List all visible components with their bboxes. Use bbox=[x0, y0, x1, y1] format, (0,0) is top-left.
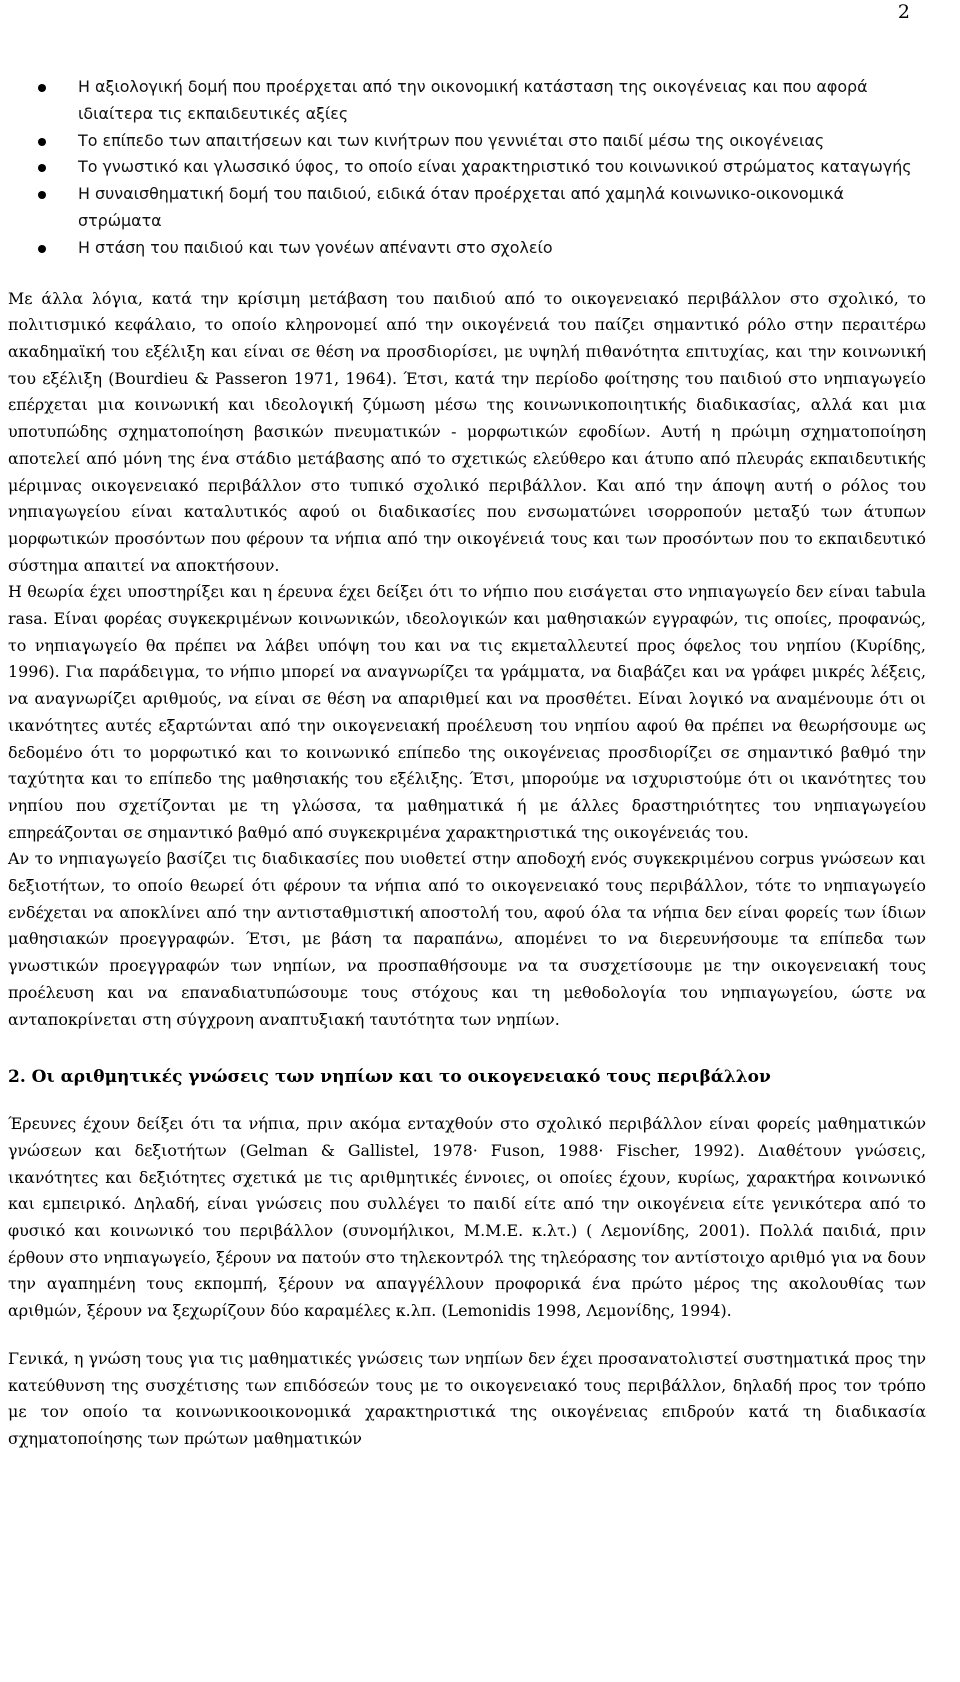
section-2-heading: 2. Οι αριθμητικές γνώσεις των νηπίων και το οικογενειακό τους περιβάλλον bbox=[8, 1067, 771, 1088]
document-body bbox=[0, 74, 960, 1453]
bullet-text: Η αξιολογική δομή που προέρχεται από την οικονομική κατάσταση της οικογένειας και που αφορά ιδιαίτερα τις εκπαιδευτικές αξίες bbox=[78, 77, 868, 123]
section-2-text bbox=[0, 1111, 926, 1452]
bullet-item bbox=[0, 235, 926, 262]
bullet-item bbox=[0, 181, 926, 235]
bullet-text: Η στάση του παιδιού και των γονέων απέναντι στο σχολείο bbox=[78, 237, 553, 257]
paragraph: Έρευνες έχουν δείξει ότι τα νήπια, πριν ακόμα ενταχθούν στο σχολικό περιβάλλον είναι φορείς μαθηματικών γνώσεων και δεξιοτήτων (Gelman & Gallistel, 1978· Fuson, 1988· Fischer, 1992). Διαθέτουν γνώσεις, ικανότητες και δεξιότητες σχετικά με τις αριθμητικές έννοιες, οι οποίες έχουν, κυρίως, χαρακτήρα κοινωνικό και εμπειρικό. Δηλαδή, είναι γνώσεις που συλλέγει το παιδί είτε από την οικογένεια είτε γενικότερα από το φυσικό και κοινωνικό του περιβάλλον (συνομήλικοι, Μ.Μ.Ε. κ.λτ.) ( Λεμονίδης, 2001). Πολλά παιδιά, πριν έρθουν στο νηπιαγωγείο, ξέρουν να πατούν στο τηλεκοντρόλ της τηλεόρασης τον αντίστοιχο αριθμό για να δουν την αγαπημένη τους εκπομπή, ξέρουν να απαγγέλλουν προφορικά ένα πρώτο μέρος της ακολουθίας των αριθμών, ξέρουν να ξεχωρίζουν δύο καραμέλες κ.λπ. (Lemonidis 1998, Λεμονίδης, 1994). bbox=[8, 1114, 926, 1321]
section-1-text bbox=[0, 286, 926, 1034]
bullet-dot-icon bbox=[38, 138, 46, 146]
bullet-text: Το επίπεδο των απαιτήσεων και των κινήτρων που γεννιέται στο παιδί μέσω της οικογένειας bbox=[78, 130, 825, 150]
paragraph: Με άλλα λόγια, κατά την κρίσιμη μετάβαση του παιδιού από το οικογενειακό περιβάλλον στο σχολικό, το πολιτισμικό κεφάλαιο, το οποίο κληρονομεί από την οικογένειά του παίζει σημαντικό ρόλο στην περαιτέρω ακαδημαϊκή του εξέλιξη και είναι σε θέση να προσδιορίσει, με υψηλή πιθανότητα επιτυχίας, και την κοινωνική του εξέλιξη (Bourdieu & Passeron 1971, 1964). Έτσι, κατά την περίοδο φοίτησης του παιδιού στο νηπιαγωγείο επέρχεται μια κοινωνική και ιδεολογική ζύμωση μέσω της κοινωνικοποιητικής διαδικασίας, αλλά και μια υποτυπώδης σχηματοποίηση βασικών πνευματικών - μορφωτικών εφοδίων. Αυτή η πρώιμη σχηματοποίηση αποτελεί από μόνη της ένα στάδιο μετάβασης από το σχετικώς ελεύθερο και άτυπο από πλευράς εκπαιδευτικής μέριμνας οικογενειακό περιβάλλον στο τυπικό σχολικό περιβάλλον. Και από την άποψη αυτή ο ρόλος του νηπιαγωγείου είναι καταλυτικός αφού οι διαδικασίες που ενσωματώνει ισορροπούν μεταξύ των άτυπων μορφωτικών προσόντων που φέρουν τα νήπια από την οικογένειά τους και των προσόντων που το εκπαιδευτικό σύστημα απαιτεί να αποκτήσουν. bbox=[8, 288, 926, 575]
bullet-text: Η συναισθηματική δομή του παιδιού, ειδικά όταν προέρχεται από χαμηλά κοινωνικο-οικονομικά στρώματα bbox=[78, 184, 844, 230]
paragraph: Η θεωρία έχει υποστηρίξει και η έρευνα έχει δείξει ότι το νήπιο που εισάγεται στο νηπιαγωγείο δεν είναι tabula rasa. Είναι φορέας συγκεκριμένων κοινωνικών, ιδεολογικών και μαθησιακών εγγραφών, τις οποίες, προφανώς, το νηπιαγωγείο θα πρέπει να λάβει υπόψη του και να τις εκμεταλλευτεί προς όφελος του νηπίου (Κυρίδης, 1996). Για παράδειγμα, το νήπιο μπορεί να αναγνωρίζει τα γράμματα, να διαβάζει και να γράφει μικρές λέξεις, να αναγνωρίζει αριθμούς, να είναι σε θέση να απαριθμεί και να προσθέτει. Είναι λογικό να αναμένουμε ότι οι ικανότητες αυτές εξαρτώνται από την οικογενειακή προέλευση του νηπίου αφού θα πρέπει να θεωρήσουμε ως δεδομένο ότι το μορφωτικό και το κοινωνικό επίπεδο της οικογένειας προσδιορίζει σε σημαντικό βαθμό την ταχύτητα και το επίπεδο της μαθησιακής του εξέλιξης. Έτσι, μπορούμε να ισχυριστούμε ότι οι ικανότητες του νηπίου που σχετίζονται με τη γλώσσα, τα μαθηματικά ή με άλλες δραστηριότητες του νηπιαγωγείου επηρεάζονται σε σημαντικό βαθμό από συγκεκριμένα χαρακτηριστικά της οικογένειάς του. bbox=[8, 582, 926, 842]
bullet-item bbox=[0, 154, 926, 181]
bullet-text: Το γνωστικό και γλωσσικό ύφος, το οποίο είναι χαρακτηριστικό του κοινωνικού στρώματος καταγωγής bbox=[78, 157, 912, 177]
bullet-dot-icon bbox=[38, 245, 46, 253]
bullet-dot-icon bbox=[38, 84, 46, 92]
page-number: 2 bbox=[897, 1, 910, 23]
bullet-list bbox=[0, 74, 926, 262]
bullet-item bbox=[0, 74, 926, 128]
paragraph: Γενικά, η γνώση τους για τις μαθηματικές γνώσεις των νηπίων δεν έχει προσανατολιστεί συστηματικά προς την κατεύθυνση της συσχέτισης των επιδόσεών τους με το οικογενειακό τους περιβάλλον, δηλαδή προς τον τρόπο με τον οποίο τα κοινωνικοοικονομικά χαρακτηριστικά της οικογένειας επιδρούν κατά τη διαδικασία σχηματοποίησης των πρώτων μαθηματικών bbox=[8, 1348, 926, 1448]
bullet-dot-icon bbox=[38, 164, 46, 172]
bullet-dot-icon bbox=[38, 191, 46, 199]
bullet-item bbox=[0, 128, 926, 155]
paragraph: Αν το νηπιαγωγείο βασίζει τις διαδικασίες που υιοθετεί στην αποδοχή ενός συγκεκριμένου corpus γνώσεων και δεξιοτήτων, το οποίο θεωρεί ότι φέρουν τα νήπια από το οικογενειακό τους περιβάλλον, τότε το νηπιαγωγείο ενδέχεται να αποκλίνει από την αντισταθμιστική αποστολή του, αφού όλα τα νήπια δεν είναι φορείς των ίδιων μαθησιακών προεγγραφών. Έτσι, με βάση τα παραπάνω, απομένει το να διερευνήσουμε τα επίπεδα των γνωστικών προεγγραφών των νηπίων, να προσπαθήσουμε να τα συσχετίσουμε με την οικογενειακή τους προέλευση και να επαναδιατυπώσουμε τους στόχους και τη μεθοδολογία του νηπιαγωγείου, ώστε να ανταποκρίνεται στη σύγχρονη αναπτυξιακή ταυτότητα των νηπίων. bbox=[8, 849, 926, 1029]
